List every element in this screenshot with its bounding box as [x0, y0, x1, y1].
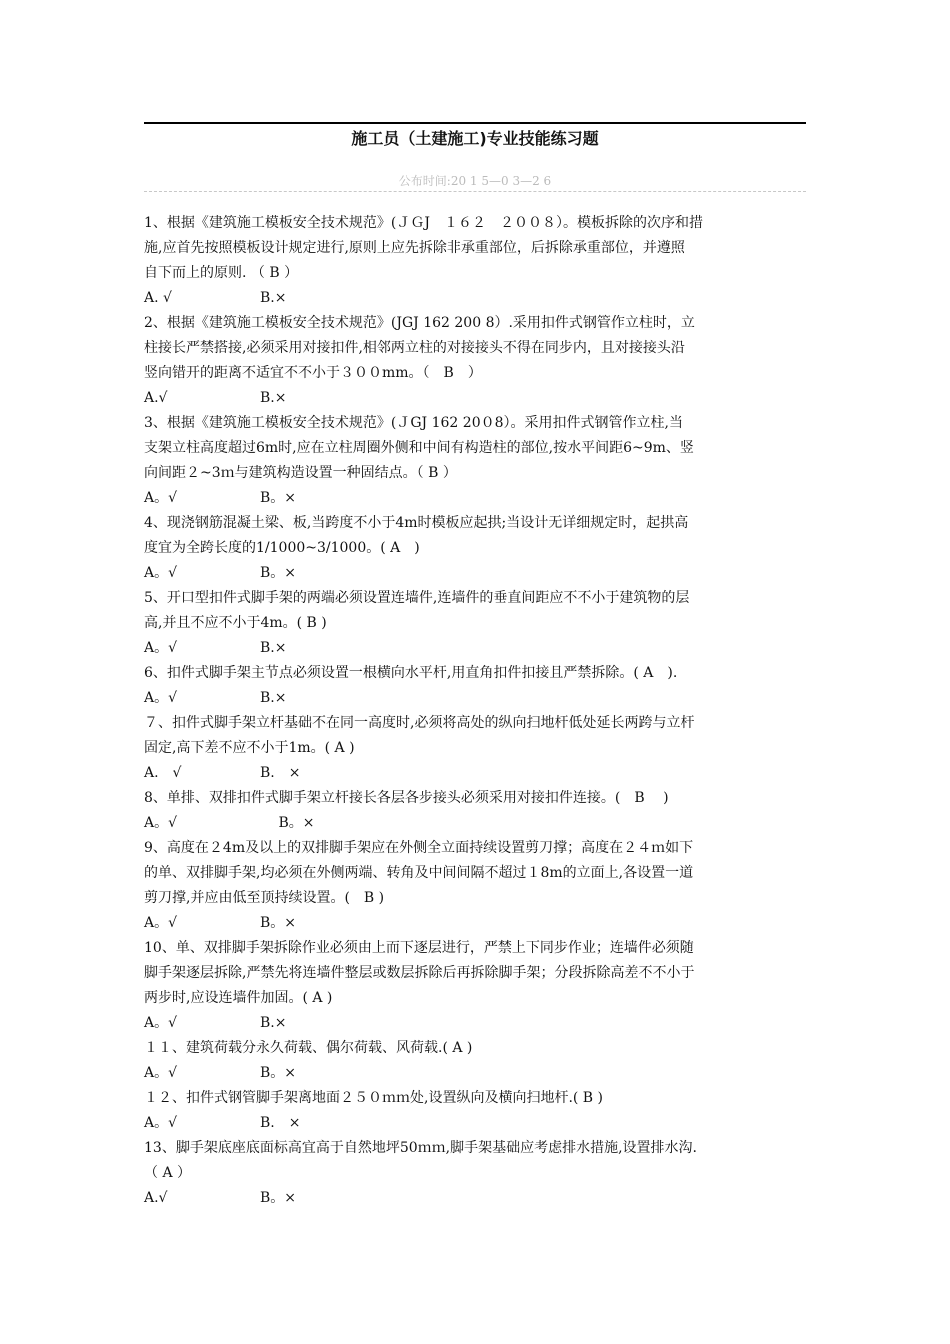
option-a: A。√ — [144, 1065, 178, 1081]
question-text-line: 向间距２~3ｍ与建筑构造设置一种固结点。（ B ） — [144, 465, 457, 481]
question-text-line: 5、开口型扣件式脚手架的两端必须设置连墙件,连墙件的垂直间距应不不小于建筑物的层 — [144, 590, 690, 606]
question-text-line: 施,应首先按照模板设计规定进行,原则上应先拆除非承重部位，后拆除承重部位，并遵照 — [144, 240, 685, 256]
question-text-line: 固定,高下差不应不小于1m。( A ) — [144, 740, 355, 756]
question-text-line: 两步时,应设连墙件加固。( A ) — [144, 990, 333, 1006]
question-item — [144, 411, 806, 511]
option-a: A。√ — [144, 1015, 178, 1031]
option-a: A.√ — [144, 390, 168, 406]
question-text-line: 3、根据《建筑施工模板安全技术规范》(ＪGJ 162 20０8）。采用扣件式钢管作立柱,当 — [144, 415, 683, 431]
answer-options — [144, 1061, 806, 1086]
answer-options — [144, 486, 806, 511]
option-b: B。× — [260, 1190, 297, 1206]
answer-options — [144, 761, 806, 786]
answer-options — [144, 386, 806, 411]
option-b: B。× — [260, 490, 297, 506]
option-b: B.× — [260, 390, 287, 406]
question-text-line: 13、脚手架底座底面标高宜高于自然地坪50ｍｍ,脚手架基础应考虑排水措施,设置排水沟. — [144, 1140, 697, 1156]
question-text-line: 2、根据《建筑施工模板安全技术规范》(JGJ 162 200 8）.采用扣件式钢管作立柱时，立 — [144, 315, 695, 331]
publish-date: 公布时间:20 1 5—0 3—2 6 — [398, 174, 552, 188]
question-text-line: 高,并且不应不小于4m。( B ) — [144, 615, 327, 631]
option-a: A。√ — [144, 565, 178, 581]
option-a: A。√ — [144, 915, 178, 931]
question-item — [144, 1086, 806, 1136]
answer-options — [144, 686, 806, 711]
option-b: B。× — [260, 565, 297, 581]
answer-options — [144, 811, 806, 836]
answer-options — [144, 561, 806, 586]
option-a: A。√ — [144, 640, 178, 656]
option-b: B.× — [260, 290, 287, 306]
question-text-line: 度宜为全跨长度的1/1000~3/1000。( A ) — [144, 540, 420, 556]
option-b: B。× — [260, 815, 315, 831]
option-a: A。√ — [144, 1115, 178, 1131]
option-a: A. √ — [144, 765, 182, 781]
question-text-line: （ A ） — [144, 1165, 192, 1181]
question-text-line: 8、单排、双排扣件式脚手架立杆接长各层各步接头必须采用对接扣件连接。( B ) — [144, 790, 669, 806]
option-b: B。× — [260, 915, 297, 931]
option-a: A. √ — [144, 290, 172, 306]
question-text-line: 竖向错开的距离不适宜不不小于３００mm。（ B ） — [144, 365, 482, 381]
answer-options — [144, 286, 806, 311]
question-item — [144, 836, 806, 936]
question-item — [144, 1036, 806, 1086]
question-text-line: 脚手架逐层拆除,严禁先将连墙件整层或数层拆除后再拆除脚手架；分段拆除高差不不小于 — [144, 965, 695, 981]
question-item — [144, 661, 806, 711]
question-text-line: 剪刀撑,并应由低至顶持续设置。( B ) — [144, 890, 385, 906]
option-a: A。√ — [144, 690, 178, 706]
question-text-line: ７、扣件式脚手架立杆基础不在同一高度时,必须将高处的纵向扫地杆低处延长两跨与立杆 — [144, 715, 695, 731]
question-text-line: 自下而上的原则. （ B ） — [144, 265, 299, 281]
dashed-divider — [144, 191, 806, 192]
answer-options — [144, 911, 806, 936]
option-a: A。√ — [144, 815, 178, 831]
question-item — [144, 211, 806, 311]
answer-options — [144, 1011, 806, 1036]
option-b: B.× — [260, 1015, 287, 1031]
question-text-line: 柱接长严禁搭接,必须采用对接扣件,相邻两立柱的对接接头不得在同步内，且对接接头沿 — [144, 340, 685, 356]
option-b: B.× — [260, 690, 287, 706]
option-b: B. × — [260, 1115, 301, 1131]
question-text-line: １２、扣件式钢管脚手架离地面２５０ｍｍ处,设置纵向及横向扫地杆.( B ) — [144, 1090, 604, 1106]
option-b: B。× — [260, 1065, 297, 1081]
question-item — [144, 311, 806, 411]
question-text-line: 1、根据《建筑施工模板安全技术规范》(ＪＧJ １６２ ２００８）。模板拆除的次序和措 — [144, 215, 703, 231]
question-item — [144, 711, 806, 786]
question-text-line: 的单、双排脚手架,均必须在外侧两端、转角及中间间隔不超过１8m的立面上,各设置一道 — [144, 865, 694, 881]
question-item — [144, 511, 806, 586]
option-a: A.√ — [144, 1190, 168, 1206]
answer-options — [144, 636, 806, 661]
question-item — [144, 936, 806, 1036]
option-b: B. × — [260, 765, 301, 781]
header-rule — [144, 122, 806, 124]
answer-options — [144, 1111, 806, 1136]
option-a: A。√ — [144, 490, 178, 506]
answer-options — [144, 1186, 806, 1211]
question-item — [144, 586, 806, 661]
question-text-line: 10、单、双排脚手架拆除作业必须由上而下逐层进行，严禁上下同步作业；连墙件必须随 — [144, 940, 694, 956]
page-title: 施工员（土建施工)专业技能练习题 — [351, 129, 599, 148]
question-text-line: 9、高度在２4m及以上的双排脚手架应在外侧全立面持续设置剪刀撑；高度在２４ｍ如下 — [144, 840, 694, 856]
question-text-line: 6、扣件式脚手架主节点必须设置一根横向水平杆,用直角扣件扣接且严禁拆除。( A ). — [144, 665, 678, 681]
question-text-line: 4、现浇钢筋混凝土梁、板,当跨度不小于4m时模板应起拱;当设计无详细规定时，起拱高 — [144, 515, 689, 531]
question-text-line: 支架立柱高度超过6m时,应在立柱周圈外侧和中间有构造柱的部位,按水平间距6~9m、竖 — [144, 440, 694, 456]
question-item — [144, 786, 806, 836]
question-list — [144, 211, 806, 1211]
option-b: B.× — [260, 640, 287, 656]
question-item — [144, 1136, 806, 1211]
question-text-line: １１、建筑荷载分永久荷载、偶尔荷载、风荷载.( A ) — [144, 1040, 473, 1056]
